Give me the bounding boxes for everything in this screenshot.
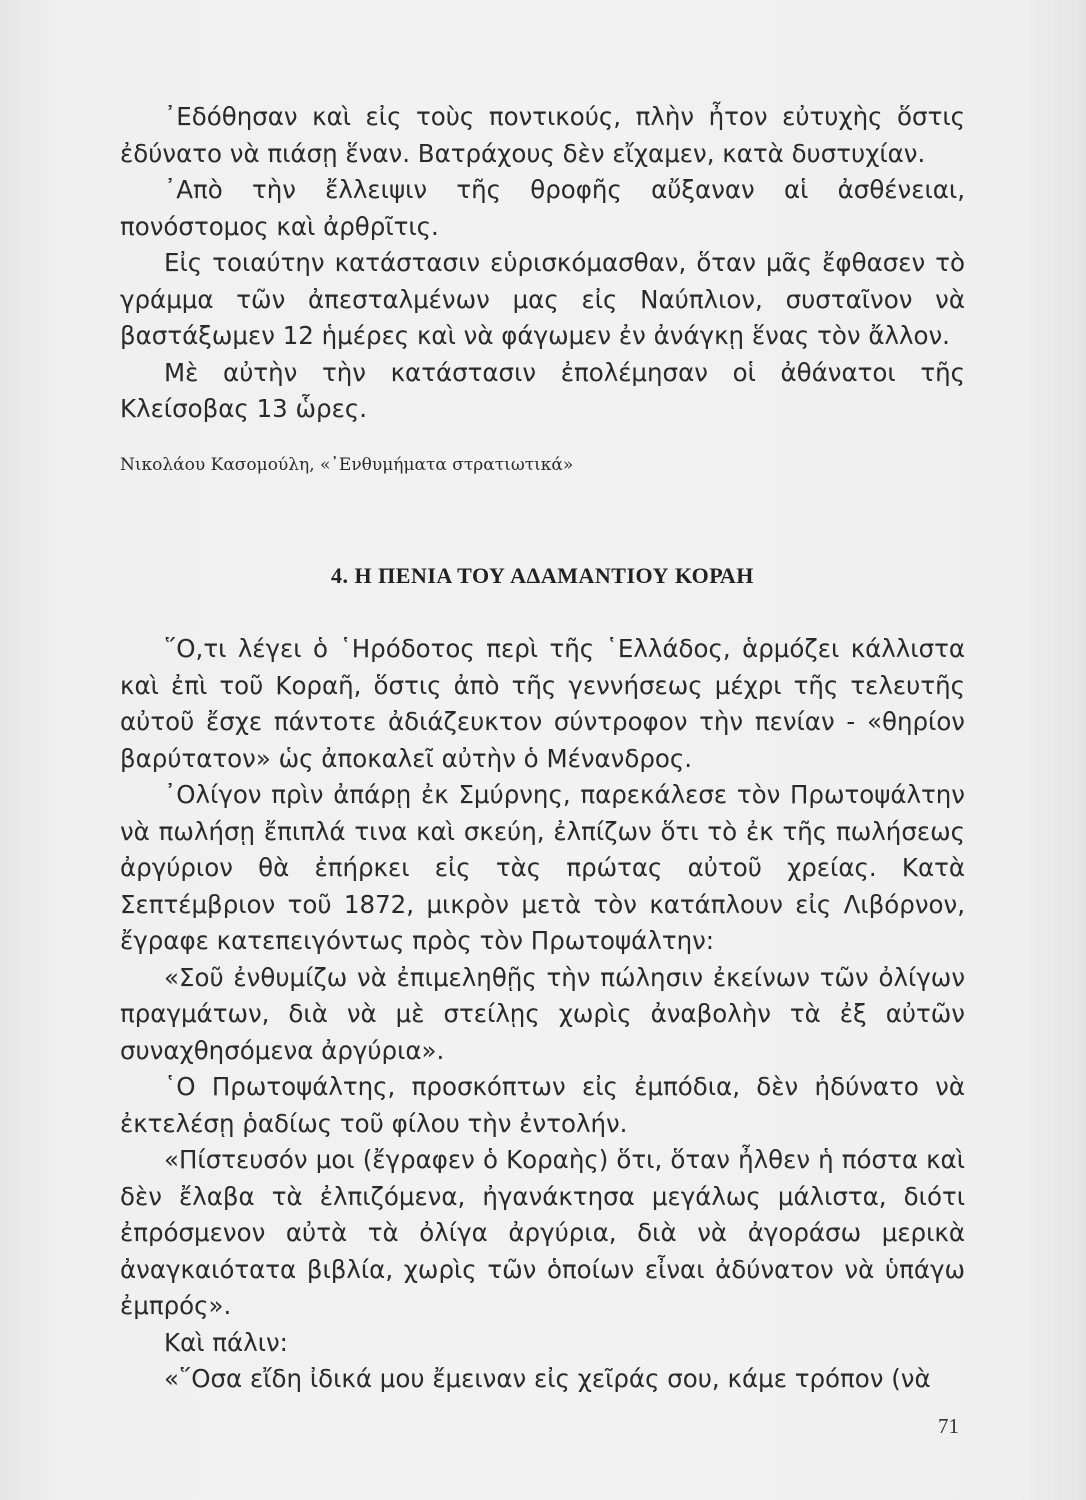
paragraph: ᾿Ολίγον πρὶν ἀπάρῃ ἐκ Σμύρνης, παρεκάλεσε τὸν Πρωτοψάλτην νὰ πωλήσῃ ἔπιπλά τινα καὶ σκεύη, ἐλπίζων ὅτι τὸ ἐκ τῆς πωλήσεως ἀργύριον θὰ ἐπήρκει εἰς τὰς πρώτας αὐτοῦ χρείας. Κατὰ Σεπτέμβριον τοῦ 1872, μικρὸν μετὰ τὸν κατάπλουν εἰς Λιβόρνον, ἔγραφε κατεπειγόντως πρὸς τὸν Πρωτοψάλτην: [120,780,965,955]
paragraph: Εἰς τοιαύτην κατάστασιν εὑρισκόμασθαν, ὅταν μᾶς ἔφθασεν τὸ γράμμα τῶν ἀπεσταλμένων μας εἰς Ναύπλιον, συσταῖνον νὰ βαστάξωμεν 12 ἡμέρες καὶ νὰ φάγωμεν ἐν ἀνάγκῃ ἕνας τὸν ἄλλον. [120,248,965,350]
page-number: 71 [938,1414,959,1438]
paragraph: Καὶ πάλιν: [164,1327,288,1357]
paragraph: ᾿Εδόθησαν καὶ εἰς τοὺς ποντικούς, πλὴν ἦτον εὐτυχὴς ὅστις ἐδύνατο νὰ πιάσῃ ἕναν. Βατράχους δὲν εἴχαμεν, κατὰ δυστυχίαν. [120,102,965,168]
paragraph: ᾿Απὸ τὴν ἔλλειψιν τῆς θροφῆς αὔξαναν αἱ ἀσθένειαι, πονόστομος καὶ ἀρθρῖτις. [120,175,965,241]
quote-paragraph: «Σοῦ ἐνθυμίζω νὰ ἐπιμεληθῇς τὴν πώλησιν ἐκείνων τῶν ὀλίγων πραγμάτων, διὰ νὰ μὲ στείλῃς χωρὶς ἀναβολὴν τὰ ἐξ αὐτῶν συναχθησόμενα ἀργύρια». [120,962,965,1065]
quote-paragraph: «῞Οσα εἴδη ἰδικά μου ἔμειναν εἰς χεῖράς σου, κάμε τρόπον (νὰ [164,1364,931,1393]
section-heading: 4. Η ΠΕΝΙΑ ΤΟΥ ΑΔΑΜΑΝΤΙΟΥ ΚΟΡΑΗ [331,563,754,588]
paragraph: ῞Ο,τι λέγει ὁ ῾Ηρόδοτος περὶ τῆς ῾Ελλάδος, ἁρμόζει κάλλιστα καὶ ἐπὶ τοῦ Κοραῆ, ὅστις ἀπὸ τῆς γεννήσεως μέχρι τῆς τελευτῆς αὐτοῦ ἔσχε πάντοτε ἀδιάζευκτον σύντροφον τὴν πενίαν - «θηρίον βαρύτατον» ὡς ἀποκαλεῖ αὐτὴν ὁ Μένανδρος. [120,634,965,773]
top-passage [120,99,965,428]
attribution: Νικολάου Κασομούλη, «᾿Ενθυμήματα στρατιωτικά» [120,455,574,475]
section-body [120,631,965,1398]
quote-paragraph: «Πίστευσόν μοι (ἔγραφεν ὁ Κοραὴς) ὅτι, ὅταν ἦλθεν ἡ πόστα καὶ δὲν ἔλαβα τὰ ἐλπιζόμενα, ἠγανάκτησα μεγάλως μάλιστα, διότι ἐπρόσμενον αὐτὰ τὰ ὀλίγα ἀργύρια, διὰ νὰ ἀγοράσω μερικὰ ἀναγκαιότατα βιβλία, χωρὶς τῶν ὁποίων εἶναι ἀδύνατον νὰ ὑπάγω ἐμπρός». [120,1145,965,1320]
paragraph: Μὲ αὐτὴν τὴν κατάστασιν ἐπολέμησαν οἱ ἀθάνατοι τῆς Κλείσοβας 13 ὧρες. [120,357,965,423]
paragraph: ῾Ο Πρωτοψάλτης, προσκόπτων εἰς ἐμπόδια, δὲν ἠδύνατο νὰ ἐκτελέσῃ ῥαδίως τοῦ φίλου τὴν ἐντολήν. [120,1072,965,1138]
